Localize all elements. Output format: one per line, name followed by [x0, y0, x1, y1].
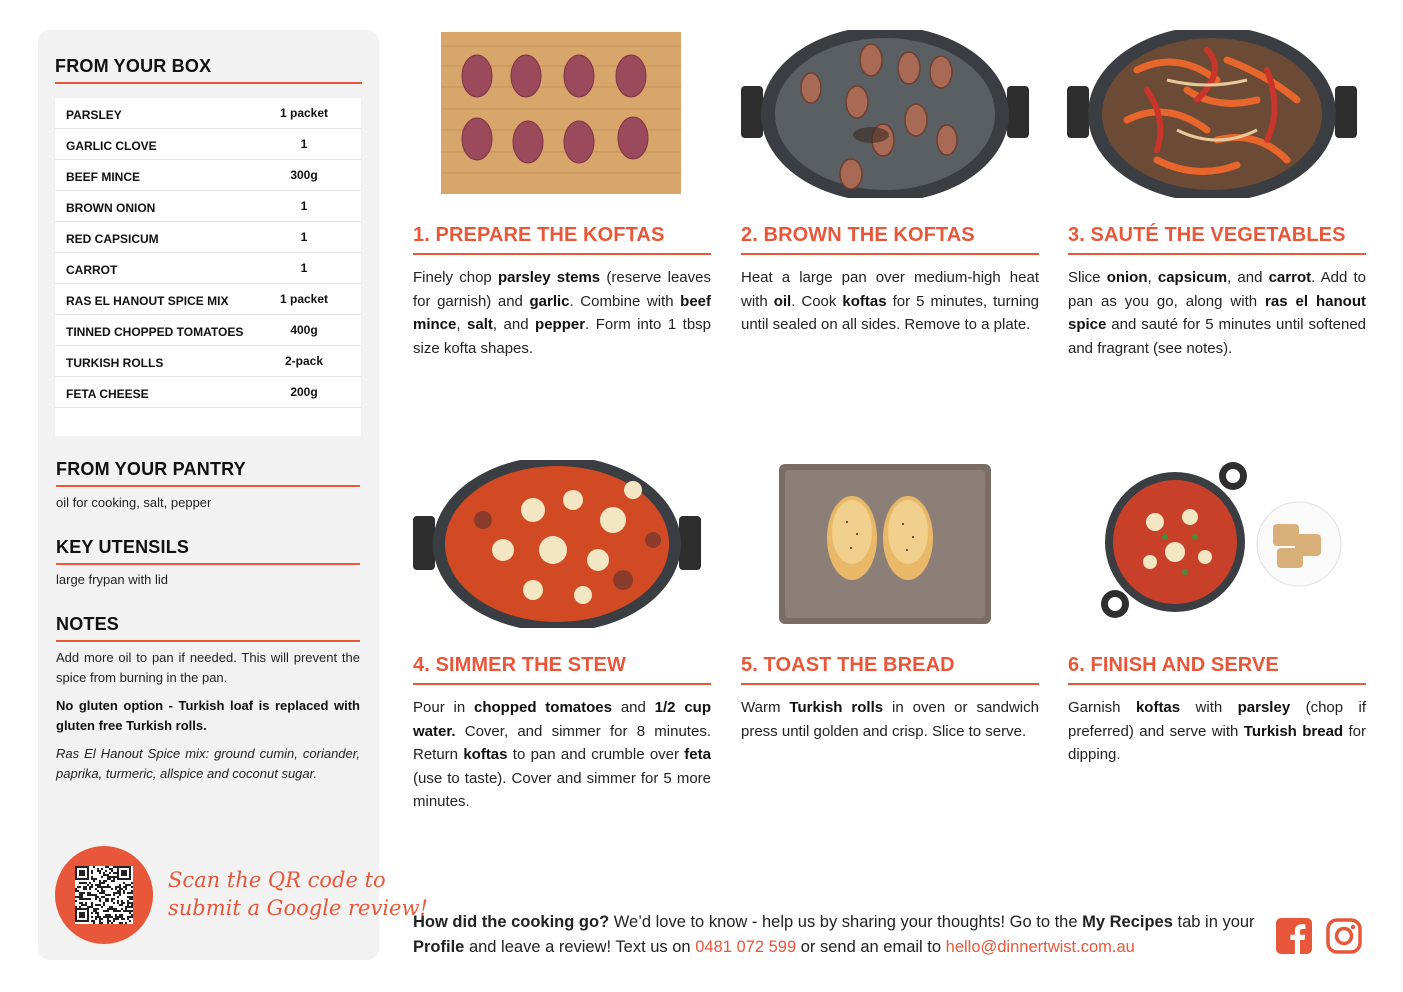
ingredient-name: BROWN ONION: [66, 201, 156, 215]
step-text-fragment: Garnish: [1068, 699, 1136, 716]
step-3-photo: [1067, 30, 1357, 198]
ingredient-name: PARSLEY: [66, 108, 122, 122]
step-text-fragment: Slice: [1068, 269, 1107, 286]
ingredient-name: TURKISH ROLLS: [66, 356, 164, 370]
notes-rule: [56, 640, 360, 642]
step-text-fragment: Finely chop: [413, 269, 499, 286]
step-2-photo: [741, 30, 1029, 198]
ingredient-row: [55, 284, 361, 315]
ingredient-row: [55, 315, 361, 346]
step-keyword: Turkish bread: [1243, 722, 1344, 740]
step-text-fragment: for 5 minutes, turning until sealed on all sides. Remove to a plate.: [741, 292, 1039, 333]
ingredient-qty: 1: [300, 199, 308, 213]
review-text-3: and leave a review! Text us on: [464, 938, 696, 956]
step-5-text: [741, 696, 1039, 743]
notes-text-2: No gluten option - Turkish loaf is replaced with gluten free Turkish rolls.: [56, 698, 360, 733]
step-keyword: parsley stems: [498, 269, 601, 286]
step-keyword: garlic: [529, 292, 570, 310]
step-4-rule: [413, 683, 711, 685]
step-keyword: koftas: [842, 292, 887, 310]
step-text-fragment: , and: [1227, 269, 1269, 286]
step-text-fragment: in oven or sandwich press until golden and crisp. Slice to serve.: [741, 699, 1039, 740]
step-3-text: [1068, 266, 1366, 360]
review-prompt: [413, 910, 1263, 960]
step-text-fragment: ,: [456, 316, 468, 333]
ingredient-qty: 1: [300, 137, 308, 151]
review-text-4: or send an email to: [796, 938, 946, 956]
step-4-text: [413, 696, 711, 814]
ingredient-name: GARLIC CLOVE: [66, 139, 157, 153]
step-4-title: 4. SIMMER THE STEW: [413, 654, 626, 676]
step-keyword: oil: [773, 292, 792, 310]
qr-badge[interactable]: [55, 846, 153, 944]
ingredient-qty: 1 packet: [279, 292, 329, 306]
step-3-rule: [1068, 253, 1366, 255]
step-1-rule: [413, 253, 711, 255]
ingredient-row: [55, 191, 361, 222]
notes-text-3: Ras El Hanout Spice mix: ground cumin, coriander, paprika, turmeric, allspice and coconut sugar.: [56, 746, 360, 781]
step-keyword: carrot: [1268, 269, 1312, 286]
ingredient-qty: 200g: [290, 385, 318, 399]
step-text-fragment: , and: [492, 316, 536, 333]
step-1-text: [413, 266, 711, 360]
ingredient-row: [55, 98, 361, 129]
step-5-title: 5. TOAST THE BREAD: [741, 654, 955, 676]
step-keyword: 1/2 cup water.: [413, 699, 711, 740]
step-text-fragment: Warm: [741, 699, 790, 716]
ingredient-name: CARROT: [66, 263, 118, 277]
review-text-1: We’d love to know - help us by sharing your thoughts! Go to the: [609, 913, 1083, 931]
pantry-text: oil for cooking, salt, pepper: [56, 495, 212, 510]
step-keyword: Turkish rolls: [789, 699, 884, 716]
step-keyword: ras el hanout spice: [1068, 292, 1366, 333]
step-text-fragment: and sauté for 5 minutes until softened and fragrant (see notes).: [1068, 316, 1366, 357]
step-keyword: parsley: [1237, 699, 1291, 716]
step-text-fragment: . Add to pan as you go, along with: [1068, 269, 1366, 310]
ingredient-row: [55, 160, 361, 191]
ingredient-row: [55, 222, 361, 253]
step-2-rule: [741, 253, 1039, 255]
my-recipes-label: My Recipes: [1082, 913, 1173, 931]
step-keyword: koftas: [463, 746, 508, 763]
step-keyword: pepper: [535, 316, 586, 333]
step-text-fragment: with: [1180, 699, 1238, 716]
qr-caption-line1: Scan the QR code to: [168, 868, 386, 892]
step-text-fragment: . Cook: [791, 292, 843, 310]
step-text-fragment: (use to taste). Cover and simmer for 5 more minutes.: [413, 769, 711, 810]
ingredient-name: TINNED CHOPPED TOMATOES: [66, 325, 244, 339]
box-title-rule: [55, 82, 362, 84]
step-keyword: beef mince: [413, 292, 711, 333]
step-text-fragment: (reserve leaves for garnish) and: [413, 269, 711, 310]
step-5-rule: [741, 683, 1039, 685]
step-text-fragment: to pan and crumble over: [507, 746, 685, 763]
utensils-text: large frypan with lid: [56, 572, 168, 587]
instagram-icon[interactable]: [1326, 918, 1362, 954]
step-text-fragment: Cover, and simmer for 8 minutes. Return: [413, 722, 711, 763]
step-text-fragment: Pour in: [413, 699, 474, 716]
utensils-title: KEY UTENSILS: [56, 537, 190, 557]
step-text-fragment: for dipping.: [1068, 722, 1366, 763]
step-text-fragment: (chop if preferred) and serve with: [1068, 699, 1367, 740]
notes-title: NOTES: [56, 614, 120, 634]
step-text-fragment: . Combine with: [569, 292, 681, 310]
utensils-rule: [56, 563, 360, 565]
ingredient-qty: 1 packet: [279, 106, 329, 120]
step-2-title: 2. BROWN THE KOFTAS: [741, 224, 975, 246]
qr-caption-line2: submit a Google review!: [168, 896, 428, 920]
step-1-title: 1. PREPARE THE KOFTAS: [413, 224, 665, 246]
ingredient-qty: 400g: [290, 323, 318, 337]
ingredient-name: BEEF MINCE: [66, 170, 141, 184]
box-title: FROM YOUR BOX: [55, 56, 212, 76]
step-6-rule: [1068, 683, 1366, 685]
ingredient-qty: 1: [300, 230, 308, 244]
step-6-title: 6. FINISH AND SERVE: [1068, 654, 1279, 676]
step-5-photo: [777, 462, 993, 626]
step-1-photo: [441, 32, 681, 194]
ingredient-name: FETA CHEESE: [66, 387, 149, 401]
step-6-text: [1068, 696, 1366, 767]
review-question: How did the cooking go?: [413, 913, 610, 931]
phone-link[interactable]: 0481 072 599: [695, 938, 797, 956]
ingredient-name: RED CAPSICUM: [66, 232, 159, 246]
step-text-fragment: and: [612, 699, 655, 716]
step-4-photo: [413, 460, 701, 628]
step-2-text: [741, 266, 1039, 337]
step-6-photo: [1095, 462, 1345, 626]
step-keyword: feta: [684, 746, 711, 763]
facebook-icon[interactable]: [1276, 918, 1312, 954]
ingredient-qty: 300g: [290, 168, 318, 182]
pantry-rule: [56, 485, 360, 487]
step-text-fragment: ,: [1147, 269, 1158, 286]
qr-code-icon: [75, 866, 133, 924]
profile-label: Profile: [413, 938, 465, 956]
pantry-title: FROM YOUR PANTRY: [56, 459, 246, 479]
step-text-fragment: . Form into 1 tbsp size kofta shapes.: [413, 316, 711, 357]
ingredient-name: RAS EL HANOUT SPICE MIX: [66, 294, 229, 308]
email-link[interactable]: hello@dinnertwist.com.au: [945, 938, 1135, 956]
ingredient-qty: 2-pack: [284, 354, 324, 368]
step-3-title: 3. SAUTÉ THE VEGETABLES: [1068, 224, 1346, 246]
step-keyword: koftas: [1135, 699, 1181, 716]
step-keyword: chopped tomatoes: [474, 699, 612, 716]
ingredient-row: [55, 253, 361, 284]
review-text-2: tab in your: [1172, 913, 1255, 931]
ingredients-table: [55, 98, 361, 436]
ingredient-row: [55, 129, 361, 160]
step-keyword: onion: [1106, 269, 1148, 286]
notes-text-1: Add more oil to pan if needed. This will prevent the spice from burning in the pan.: [56, 650, 360, 685]
ingredient-row: [55, 377, 361, 408]
step-keyword: capsicum: [1157, 269, 1228, 286]
ingredient-row: [55, 346, 361, 377]
step-keyword: salt: [467, 316, 493, 333]
ingredient-qty: 1: [300, 261, 308, 275]
step-text-fragment: Heat a large pan over medium-high heat with: [741, 269, 1039, 310]
